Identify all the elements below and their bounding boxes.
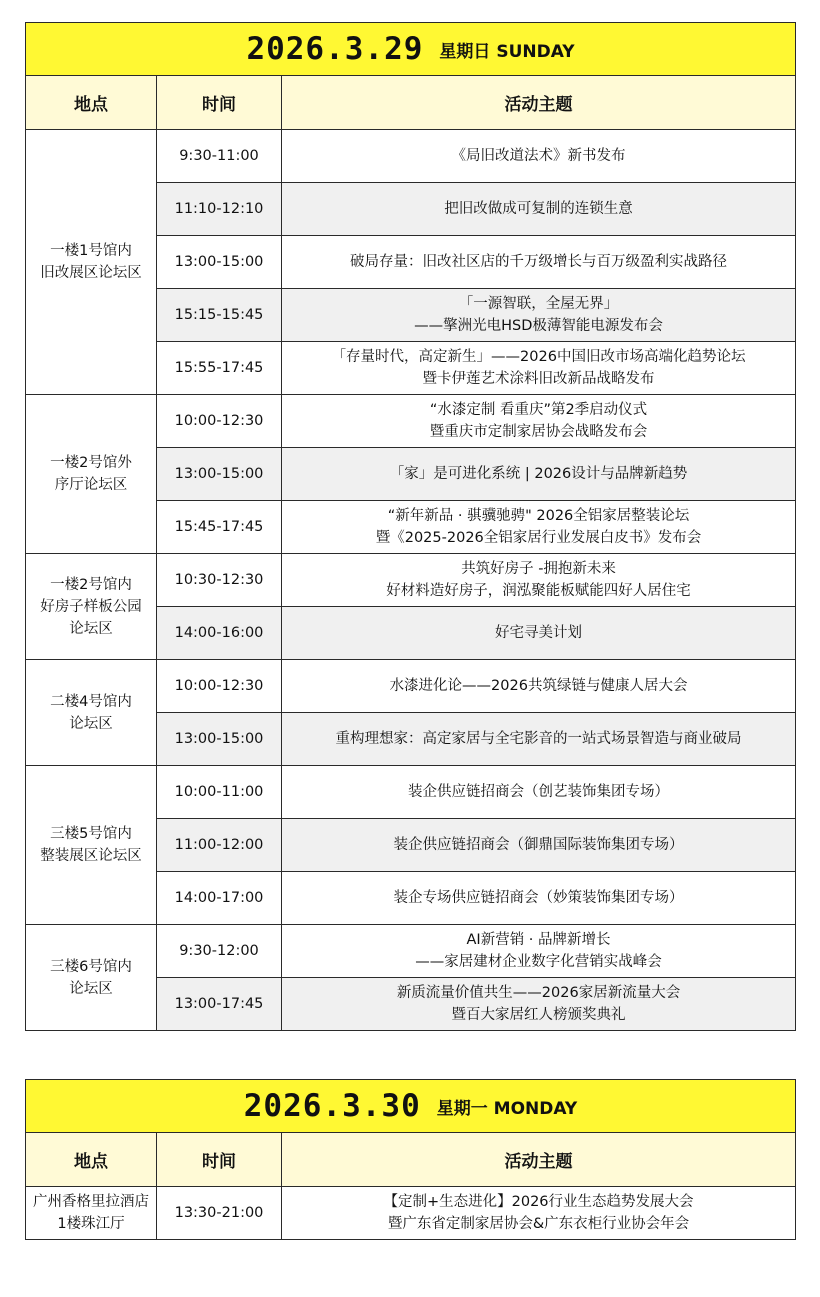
session-time: 15:15-15:45 bbox=[157, 289, 282, 342]
session-time: 10:00-12:30 bbox=[157, 660, 282, 713]
venue-location-line: 广州香格里拉酒店 bbox=[33, 1194, 149, 1210]
session-topic-line: 「家」是可进化系统 | 2026设计与品牌新趋势 bbox=[389, 466, 688, 482]
table-row bbox=[26, 925, 796, 978]
session-topic-line: ——家居建材企业数字化营销实战峰会 bbox=[415, 954, 662, 970]
venue-location-cell bbox=[26, 554, 157, 660]
session-topic-cell bbox=[282, 819, 796, 872]
venue-location-line: 旧改展区论坛区 bbox=[40, 265, 142, 281]
session-topic-line: ——擎洲光电HSD极薄智能电源发布会 bbox=[414, 318, 663, 334]
schedule-day-1 bbox=[25, 22, 795, 1031]
session-topic-cell bbox=[282, 978, 796, 1031]
venue-location-cell bbox=[26, 925, 157, 1031]
session-topic-line: 装企专场供应链招商会（妙策装饰集团专场） bbox=[393, 890, 684, 906]
session-topic-line: 共筑好房子 -拥抱新未来 bbox=[461, 561, 616, 577]
session-time: 14:00-17:00 bbox=[157, 872, 282, 925]
schedule-table bbox=[25, 1079, 796, 1240]
session-topic-line: 【定制+生态进化】2026行业生态趋势发展大会 bbox=[383, 1194, 694, 1210]
session-time: 13:00-15:00 bbox=[157, 713, 282, 766]
session-topic-cell bbox=[282, 342, 796, 395]
session-topic-cell bbox=[282, 183, 796, 236]
session-time: 13:00-15:00 bbox=[157, 236, 282, 289]
session-time: 13:30-21:00 bbox=[157, 1187, 282, 1240]
venue-location-line: 论坛区 bbox=[69, 715, 113, 732]
session-topic-cell bbox=[282, 448, 796, 501]
session-topic-line: “新年新品 · 骐骥驰骋" 2026全铝家居整装论坛 bbox=[387, 508, 690, 524]
header-topic: 活动主题 bbox=[282, 1133, 796, 1187]
table-row bbox=[26, 130, 796, 183]
session-topic-cell bbox=[282, 925, 796, 978]
venue-location-cell bbox=[26, 1187, 157, 1240]
session-time: 14:00-16:00 bbox=[157, 607, 282, 660]
session-topic-line: 破局存量：旧改社区店的千万级增长与百万级盈利实战路径 bbox=[350, 254, 728, 270]
schedule-weekday: 星期一 MONDAY bbox=[436, 1098, 578, 1119]
header-topic: 活动主题 bbox=[282, 76, 796, 130]
column-header-row bbox=[26, 76, 796, 130]
session-topic-cell bbox=[282, 236, 796, 289]
session-topic-line: 好宅寻美计划 bbox=[495, 625, 583, 641]
schedule-table bbox=[25, 22, 796, 1031]
session-topic-cell bbox=[282, 130, 796, 183]
venue-location-line: 一楼2号馆外 bbox=[50, 455, 132, 471]
venue-location-line: 好房子样板公园 bbox=[40, 598, 142, 615]
date-title-row bbox=[26, 1080, 796, 1133]
table-row bbox=[26, 660, 796, 713]
session-topic-line: 新质流量价值共生——2026家居新流量大会 bbox=[396, 985, 681, 1001]
session-topic-line: “水漆定制 看重庆”第2季启动仪式 bbox=[429, 402, 648, 418]
session-time: 10:00-12:30 bbox=[157, 395, 282, 448]
session-topic-line: 暨卡伊莲艺术涂料旧改新品战略发布 bbox=[422, 371, 655, 387]
venue-location-line: 一楼2号馆内 bbox=[50, 576, 132, 593]
date-title-cell bbox=[26, 23, 796, 76]
session-topic-cell bbox=[282, 289, 796, 342]
column-header-row bbox=[26, 1133, 796, 1187]
date-title-row bbox=[26, 23, 796, 76]
session-topic-line: 暨重庆市定制家居协会战略发布会 bbox=[429, 424, 648, 440]
schedule-day-2 bbox=[25, 1079, 795, 1240]
session-topic-line: 装企供应链招商会（御鼎国际装饰集团专场） bbox=[393, 837, 684, 853]
session-topic-line: AI新营销 · 品牌新增长 bbox=[466, 932, 611, 948]
venue-location-line: 三楼5号馆内 bbox=[50, 826, 132, 842]
schedule-weekday: 星期日 SUNDAY bbox=[439, 41, 575, 62]
venue-location-cell bbox=[26, 660, 157, 766]
session-topic-cell bbox=[282, 1187, 796, 1240]
table-row bbox=[26, 1187, 796, 1240]
session-topic-cell bbox=[282, 766, 796, 819]
session-time: 15:55-17:45 bbox=[157, 342, 282, 395]
header-location: 地点 bbox=[26, 1133, 157, 1187]
venue-location-line: 一楼1号馆内 bbox=[50, 243, 132, 259]
date-title-cell bbox=[26, 1080, 796, 1133]
session-topic-line: 重构理想家：高定家居与全宅影音的一站式场景智造与商业破局 bbox=[335, 731, 742, 747]
venue-location-line: 二楼4号馆内 bbox=[50, 693, 132, 710]
session-time: 9:30-11:00 bbox=[157, 130, 282, 183]
session-topic-line: 好材料造好房子，润泓聚能板赋能四好人居住宅 bbox=[386, 583, 691, 599]
venue-location-cell bbox=[26, 766, 157, 925]
venue-location-cell bbox=[26, 130, 157, 395]
table-row bbox=[26, 395, 796, 448]
venue-location-line: 序厅论坛区 bbox=[54, 477, 128, 493]
session-time: 13:00-15:00 bbox=[157, 448, 282, 501]
session-time: 13:00-17:45 bbox=[157, 978, 282, 1031]
session-topic-line: 水漆进化论——2026共筑绿链与健康人居大会 bbox=[389, 678, 688, 694]
session-topic-cell bbox=[282, 872, 796, 925]
session-topic-cell bbox=[282, 660, 796, 713]
session-time: 9:30-12:00 bbox=[157, 925, 282, 978]
session-time: 10:30-12:30 bbox=[157, 554, 282, 607]
session-topic-cell bbox=[282, 607, 796, 660]
session-topic-cell bbox=[282, 395, 796, 448]
header-time: 时间 bbox=[157, 1133, 282, 1187]
table-row bbox=[26, 766, 796, 819]
venue-location-line: 三楼6号馆内 bbox=[50, 958, 132, 975]
session-topic-line: 暨百大家居红人榜颁奖典礼 bbox=[451, 1007, 626, 1023]
venue-location-line: 整装展区论坛区 bbox=[40, 848, 142, 864]
session-topic-line: 「存量时代，高定新生」——2026中国旧改市场高端化趋势论坛 bbox=[331, 349, 746, 365]
session-topic-cell bbox=[282, 554, 796, 607]
session-topic-line: 装企供应链招商会（创艺装饰集团专场） bbox=[408, 784, 670, 800]
venue-location-cell bbox=[26, 395, 157, 554]
session-topic-cell bbox=[282, 501, 796, 554]
session-time: 10:00-11:00 bbox=[157, 766, 282, 819]
schedule-date: 2026.3.30 bbox=[243, 1088, 421, 1124]
session-time: 11:10-12:10 bbox=[157, 183, 282, 236]
table-row bbox=[26, 554, 796, 607]
header-time: 时间 bbox=[157, 76, 282, 130]
session-topic-line: 《局旧改道法术》新书发布 bbox=[451, 148, 626, 164]
venue-location-line: 1楼珠江厅 bbox=[57, 1216, 125, 1232]
session-topic-cell bbox=[282, 713, 796, 766]
header-location: 地点 bbox=[26, 76, 157, 130]
session-topic-line: 暨广东省定制家居协会&广东衣柜行业协会年会 bbox=[387, 1216, 690, 1232]
schedule-date: 2026.3.29 bbox=[246, 31, 424, 67]
session-time: 11:00-12:00 bbox=[157, 819, 282, 872]
session-topic-line: 暨《2025-2026全铝家居行业发展白皮书》发布会 bbox=[375, 530, 702, 546]
venue-location-line: 论坛区 bbox=[69, 980, 113, 997]
session-topic-line: 「一源智联，全屋无界」 bbox=[458, 296, 619, 312]
venue-location-line: 论坛区 bbox=[69, 620, 113, 637]
session-time: 15:45-17:45 bbox=[157, 501, 282, 554]
session-topic-line: 把旧改做成可复制的连锁生意 bbox=[444, 201, 633, 217]
